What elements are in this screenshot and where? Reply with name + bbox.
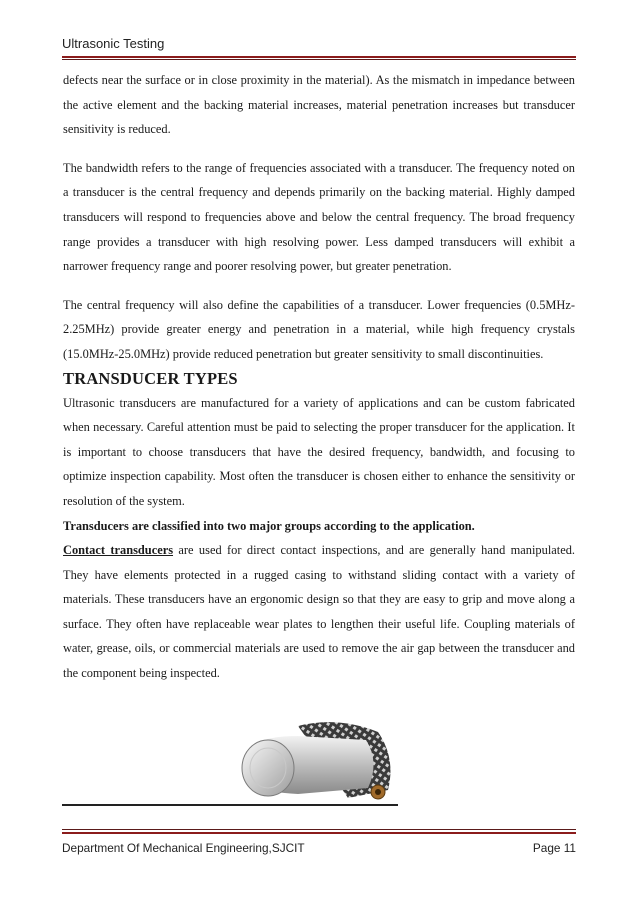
- paragraph-transducer-types: Ultrasonic transducers are manufactured for a variety of applications and can be custom fabricated when necessary. Careful attention must be paid to selecting the proper transducer for the application. It is important to choose transducers that have the desired frequency, bandwidth, and focusing to optimize inspection capability. Most often the transducer is chosen either to enhance the sensitivity or resolution of the system.: [63, 395, 575, 508]
- figure-divider: [62, 804, 398, 806]
- page-body: [63, 68, 575, 686]
- header-title: Ultrasonic Testing: [62, 36, 165, 51]
- header-rule: [62, 56, 576, 58]
- paragraph-impedance: defects near the surface or in close proximity in the material). As the mismatch in impedance between the active element and the backing material increases, material penetration increases but transducer sensitivity is reduced.: [63, 73, 575, 137]
- section-heading: TRANSDUCER TYPES: [63, 368, 238, 388]
- contact-transducers-text: are used for direct contact inspections, and are generally hand manipulated. They have elements protected in a rugged casing to withstand sliding contact with a variety of materials. These transducers have an ergonomic design so that they are easy to grip and move along a surface. They often have replaceable wear plates to lengthen their useful life. Coupling materials of water, grease, oils, or commercial materials are used to remove the air gap between the transducer and the component being inspected.: [63, 543, 575, 681]
- contact-transducers-term: Contact transducers: [63, 543, 174, 558]
- page-number: Page 11: [532, 841, 576, 855]
- paragraph-central-frequency: The central frequency will also define the capabilities of a transducer. Lower frequencies (0.5MHz-2.25MHz) provide greater energy and penetration in a material, while high frequency crystals (15.0MHz-25.0MHz) provide reduced penetration but greater sensitivity to small discontinuities.: [63, 297, 575, 361]
- paragraph-contact-transducers: [63, 538, 575, 686]
- footer-department: Department Of Mechanical Engineering,SJCIT: [62, 841, 305, 855]
- paragraph-bandwidth: The bandwidth refers to the range of frequencies associated with a transducer. The frequency noted on a transducer is the central frequency and depends primarily on the backing material. Highly damped transducers will respond to frequencies above and below the central frequency. The broad frequency range provides a transducer with high resolving power. Less damped transducers will exhibit a narrower frequency range and poorer resolving power, but greater penetration.: [63, 160, 575, 274]
- header-rule-thin: [62, 59, 576, 60]
- footer-rule: [62, 832, 576, 834]
- classification-statement: Transducers are classified into two major groups according to the application.: [63, 518, 475, 533]
- contact-transducer-image: [228, 718, 404, 804]
- footer-rule-thin: [62, 829, 576, 830]
